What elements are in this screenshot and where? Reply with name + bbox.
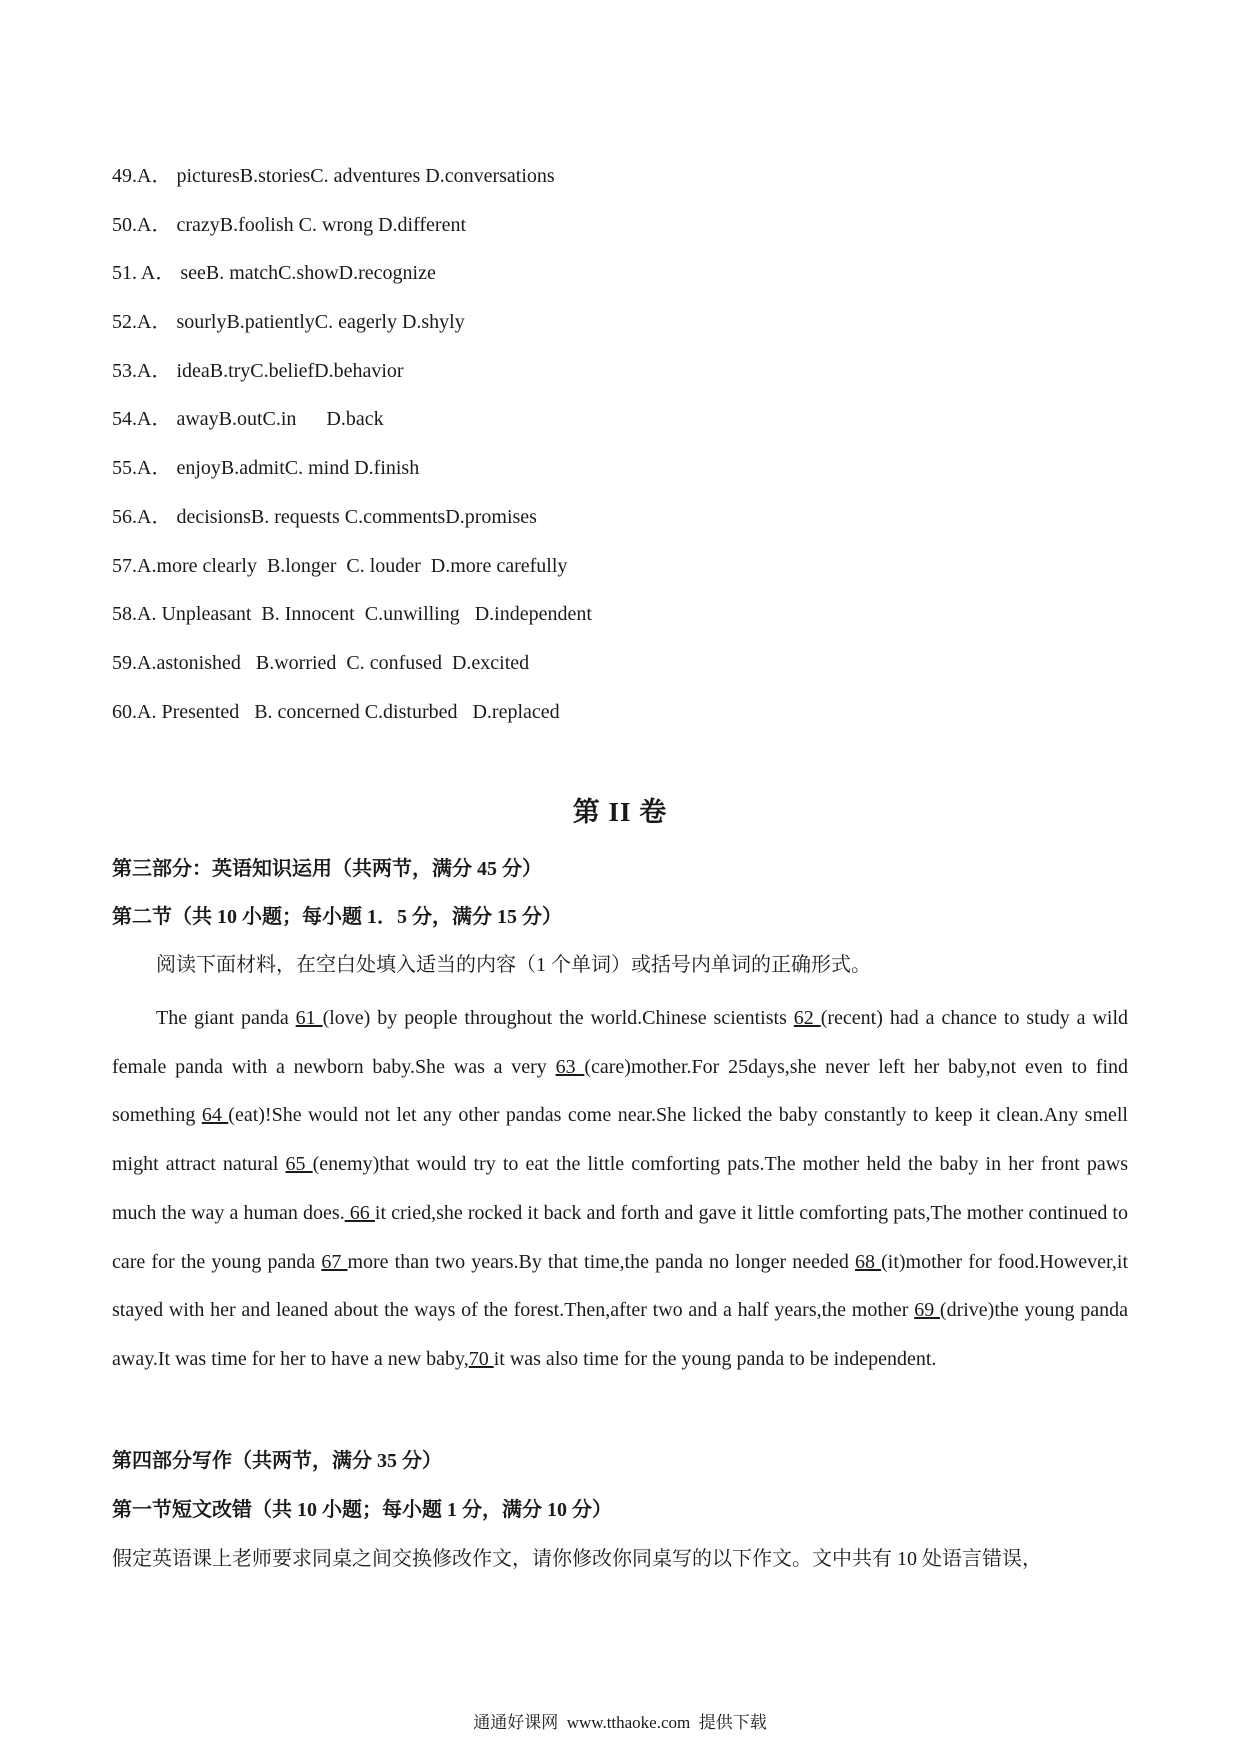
passage-text: more than two years.By that time,the panda no longer needed [347, 1250, 855, 1273]
option-line-56: 56.A． decisionsB. requests C.commentsD.promises [112, 505, 537, 528]
passage-text: The giant panda [156, 1007, 296, 1029]
option-line-50: 50.A． crazyB.foolish C. wrong D.different [112, 213, 467, 236]
blank-62: 62 [793, 1007, 821, 1029]
option-line-49: 49.A． picturesB.storiesC. adventures D.conversations [112, 165, 555, 187]
part4-heading: 第四部分写作（共两节，满分 35 分） [112, 1450, 442, 1472]
blank-64: 64 [201, 1104, 229, 1127]
option-line-57: 57.A.more clearly B.longer C. louder D.more carefully [112, 554, 568, 577]
passage-text: (recent) had a chance to study a wild female panda with a newborn baby.She was a very [112, 1007, 1129, 1078]
passage-text: it was also time for the young panda to be independent. [493, 1347, 937, 1370]
option-line-52: 52.A． sourlyB.patientlyC. eagerly D.shyly [112, 311, 465, 334]
blank-61: 61 [295, 1007, 323, 1029]
option-line-53: 53.A． ideaB.tryC.beliefD.behavior [112, 359, 404, 382]
passage-text: (drive)the young panda away.It was time for her to have a new baby, [112, 1299, 1128, 1370]
blank-66: 66 [344, 1201, 375, 1224]
passage-text: (eat)!She would not let any other pandas come near.She licked the baby constantly to keep it clean.Any smell might attract natural [112, 1104, 1128, 1176]
section1-heading: 第一节短文改错（共 10 小题；每小题 1 分，满分 10 分） [112, 1499, 612, 1521]
option-line-60: 60.A. Presented B. concerned C.disturbed D.replaced [112, 700, 560, 723]
blank-68: 68 [855, 1250, 882, 1273]
option-line-59: 59.A.astonished B.worried C. confused D.excited [112, 651, 530, 674]
blank-69: 69 [914, 1299, 940, 1322]
passage-text: (care)mother.For 25days,she never left her baby,not even to find something [112, 1055, 1129, 1127]
footer-download-note: 通通好课网 www.tthaoke.com 提供下载 [473, 1713, 767, 1732]
cloze-passage [112, 994, 1128, 1384]
passage-text: (enemy)that would try to eat the little comforting pats.The mother held the baby in her front paws much the way a human does. [112, 1153, 1128, 1224]
volume-title: 第 II 卷 [572, 797, 668, 827]
part3-heading: 第三部分：英语知识运用（共两节，满分 45 分） [112, 858, 542, 880]
blank-65: 65 [285, 1153, 313, 1176]
passage-text: it cried,she rocked it back and forth and gave it little comforting pats,The mother continued to care for the young panda [112, 1201, 1128, 1273]
section2-heading: 第二节（共 10 小题；每小题 1．5 分，满分 15 分） [112, 906, 562, 928]
passage-text: (love) by people throughout the world.Chinese scientists [322, 1007, 794, 1029]
option-line-58: 58.A. Unpleasant B. Innocent C.unwilling D.independent [112, 603, 592, 626]
option-list [112, 152, 1012, 736]
option-line-51: 51. A． seeB. matchC.showD.recognize [112, 262, 436, 285]
option-line-54: 54.A． awayB.outC.in D.back [112, 408, 384, 431]
option-line-55: 55.A． enjoyB.admitC. mind D.finish [112, 457, 420, 480]
instruction: 阅读下面材料，在空白处填入适当的内容（1 个单词）或括号内单词的正确形式。 [156, 954, 871, 976]
passage-text: (it)mother for food.However,it stayed with her and leaned about the ways of the forest.Then,after two and a half years,the mother [112, 1250, 1128, 1322]
blank-67: 67 [321, 1250, 348, 1273]
error-correction-intro: 假定英语课上老师要求同桌之间交换修改作文，请你修改你同桌写的以下作文。文中共有 10 处语言错误， [112, 1548, 1042, 1570]
blank-63: 63 [555, 1055, 585, 1078]
blank-70: 70 [468, 1347, 494, 1370]
